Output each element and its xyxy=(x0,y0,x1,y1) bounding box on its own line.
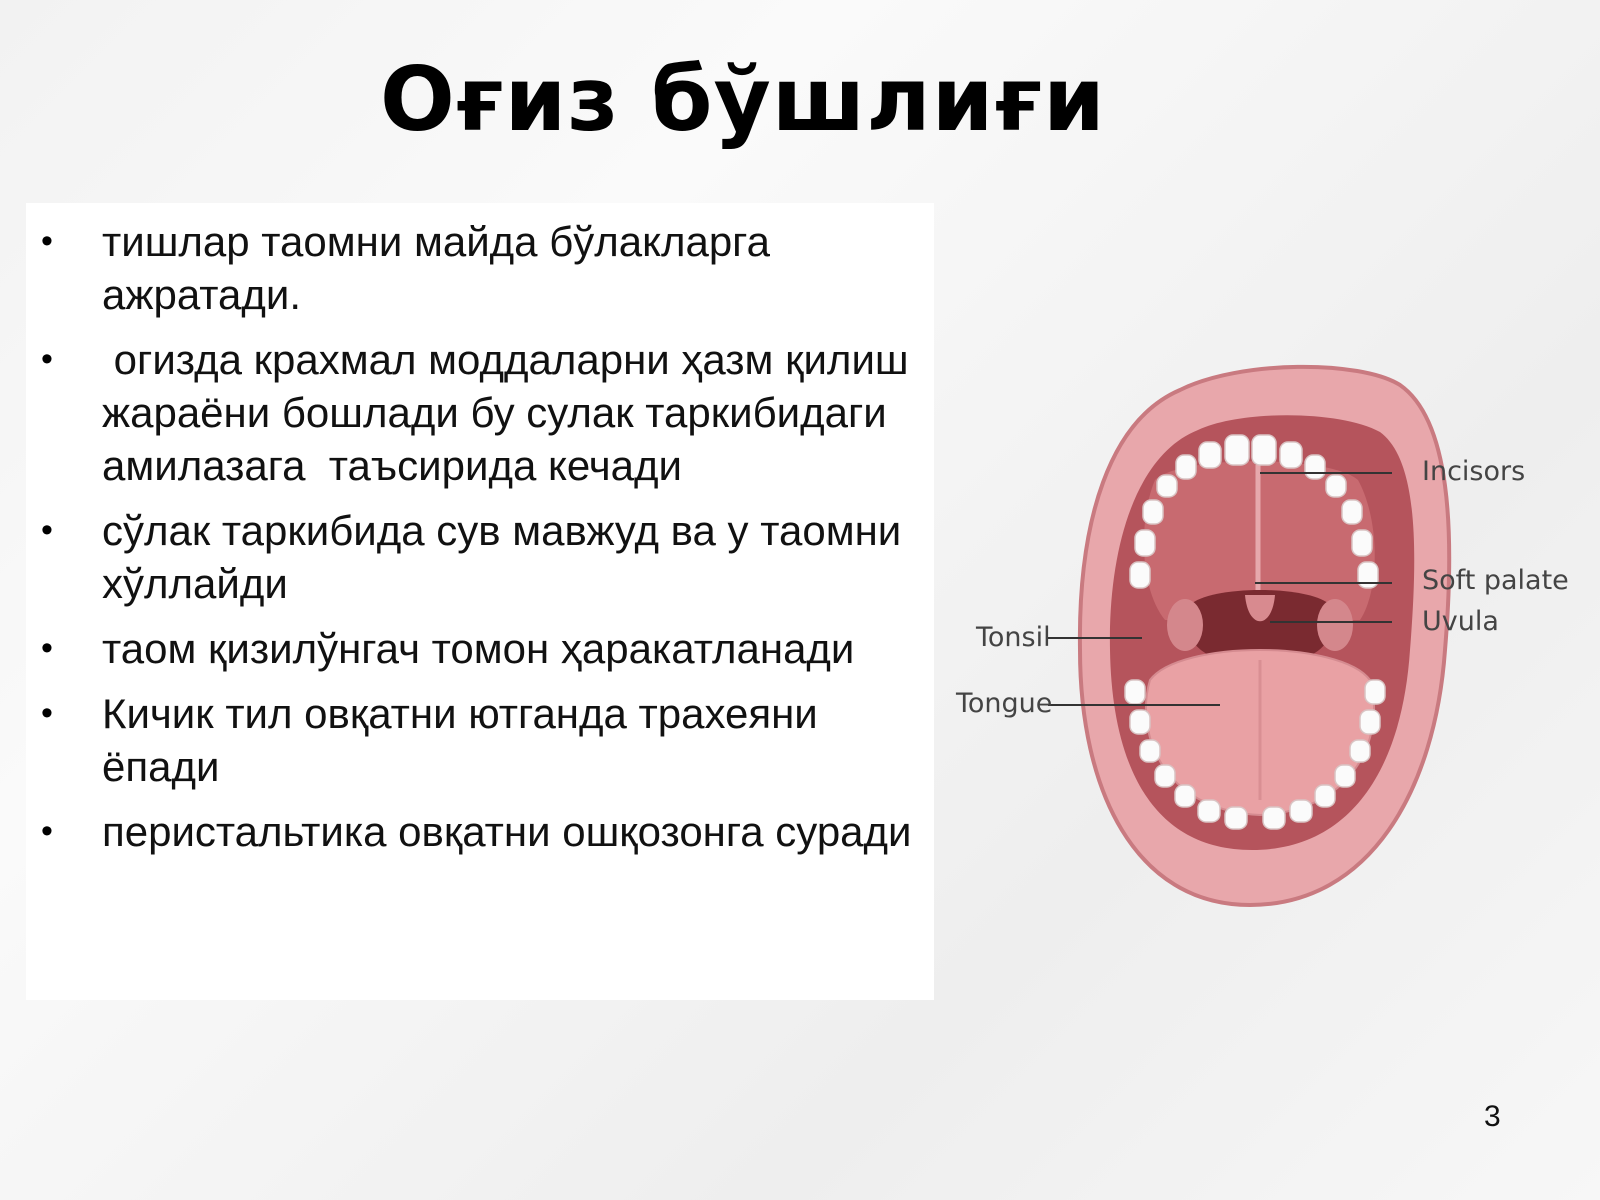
mouth-anatomy-figure xyxy=(940,360,1600,920)
label-incisors: Incisors xyxy=(1422,456,1526,487)
bullet-item-5 xyxy=(26,687,934,793)
bullet-item-2 xyxy=(26,333,934,492)
bullet-marker: • xyxy=(41,511,53,549)
bullet-text: сўлак таркибида сув мавжуд ва у таомни хўллайди xyxy=(102,507,913,607)
tonsil-left xyxy=(1167,599,1203,651)
bullet-marker: • xyxy=(41,222,53,260)
text-panel xyxy=(26,203,934,1000)
label-uvula: Uvula xyxy=(1422,606,1499,637)
bullet-text: огизда крахмал моддаларни ҳазм қилиш жараёни бошлади бу сулак таркибидаги амилазага таъсирида кечади xyxy=(102,336,921,489)
page-number: 3 xyxy=(1484,1100,1501,1133)
bullet-text: таом қизилўнгач томон ҳаракатланади xyxy=(102,625,855,672)
bullet-marker: • xyxy=(41,694,53,732)
slide-title: Оғиз бўшлиғи xyxy=(380,48,1106,151)
bullet-text: Кичик тил овқатни ютганда трахеяни ёпади xyxy=(102,690,830,790)
label-tonsil: Tonsil xyxy=(976,622,1051,653)
bullet-item-1 xyxy=(26,215,934,321)
bullet-list xyxy=(26,215,934,870)
bullet-text: перистальтика овқатни ошқозонга суради xyxy=(102,808,912,855)
bullet-item-3 xyxy=(26,504,934,610)
bullet-marker: • xyxy=(41,629,53,667)
bullet-text: тишлар таомни майда бўлакларга ажратади. xyxy=(102,218,782,318)
bullet-marker: • xyxy=(41,812,53,850)
label-tongue: Tongue xyxy=(956,688,1053,719)
label-soft-palate: Soft palate xyxy=(1422,565,1569,596)
bullet-item-4 xyxy=(26,622,934,675)
bullet-item-6 xyxy=(26,805,934,858)
tonsil-right xyxy=(1317,599,1353,651)
bullet-marker: • xyxy=(41,340,53,378)
